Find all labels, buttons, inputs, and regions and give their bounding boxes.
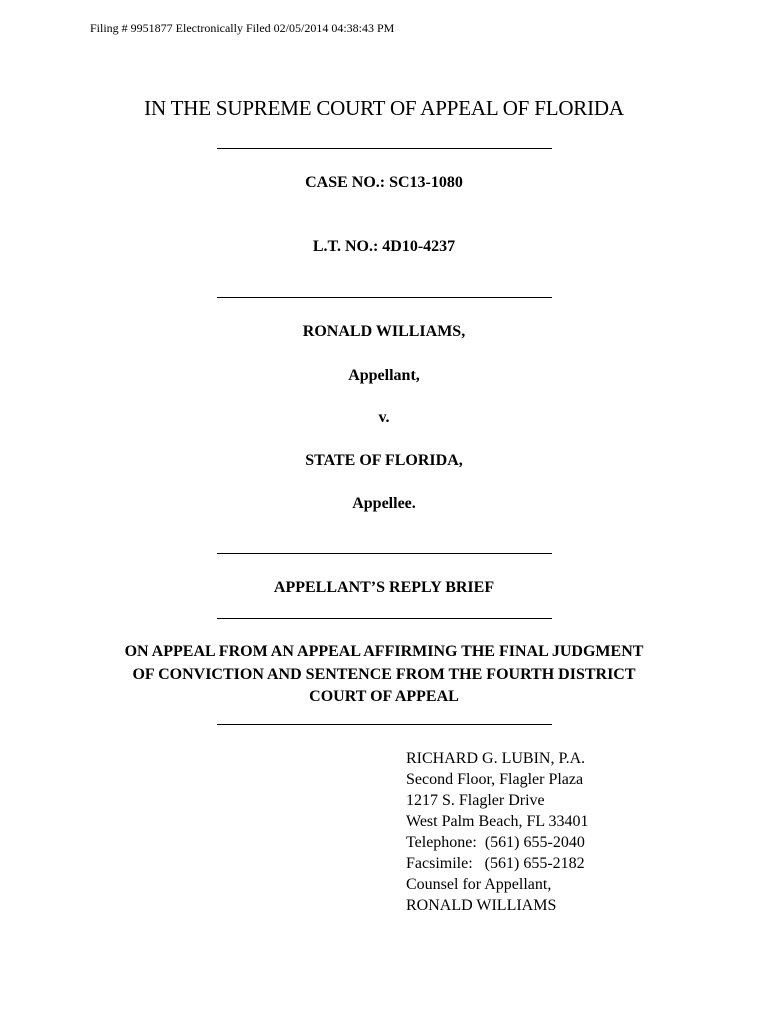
divider-rule	[217, 618, 552, 619]
appellant-name: RONALD WILLIAMS,	[302, 323, 466, 340]
versus: v.	[378, 409, 390, 426]
appellee-role: Appellee.	[352, 495, 416, 512]
appellee-name: STATE OF FLORIDA,	[305, 452, 463, 469]
on-appeal-line: ON APPEAL FROM AN APPEAL AFFIRMING THE FINAL JUDGMENT	[124, 643, 644, 660]
counsel-client: RONALD WILLIAMS	[406, 897, 557, 914]
counsel-facsimile: Facsimile: (561) 655-2182	[406, 855, 585, 872]
appellant-role: Appellant,	[348, 367, 420, 384]
court-title: IN THE SUPREME COURT OF APPEAL OF FLORIDA	[144, 96, 624, 120]
counsel-role: Counsel for Appellant,	[406, 876, 552, 893]
case-number: CASE NO.: SC13-1080	[305, 174, 463, 191]
counsel-block	[406, 748, 589, 916]
divider-rule	[217, 724, 552, 725]
on-appeal-statement	[0, 641, 768, 709]
on-appeal-line: OF CONVICTION AND SENTENCE FROM THE FOURTH DISTRICT	[132, 665, 636, 683]
divider-rule	[217, 553, 552, 554]
lower-tribunal-number: L.T. NO.: 4D10-4237	[312, 238, 456, 255]
on-appeal-line: COURT OF APPEAL	[309, 688, 459, 705]
divider-rule	[217, 148, 552, 149]
filing-stamp: Filing # 9951877 Electronically Filed 02/05/2014 04:38:43 PM	[90, 21, 395, 35]
counsel-firm: RICHARD G. LUBIN, P.A.	[406, 750, 586, 767]
brief-title: APPELLANT’S REPLY BRIEF	[273, 579, 495, 596]
counsel-address-line: West Palm Beach, FL 33401	[406, 813, 589, 830]
counsel-address-line: Second Floor, Flagler Plaza	[406, 771, 584, 788]
counsel-telephone: Telephone: (561) 655-2040	[406, 834, 585, 851]
divider-rule	[217, 297, 552, 298]
counsel-address-line: 1217 S. Flagler Drive	[406, 792, 545, 809]
